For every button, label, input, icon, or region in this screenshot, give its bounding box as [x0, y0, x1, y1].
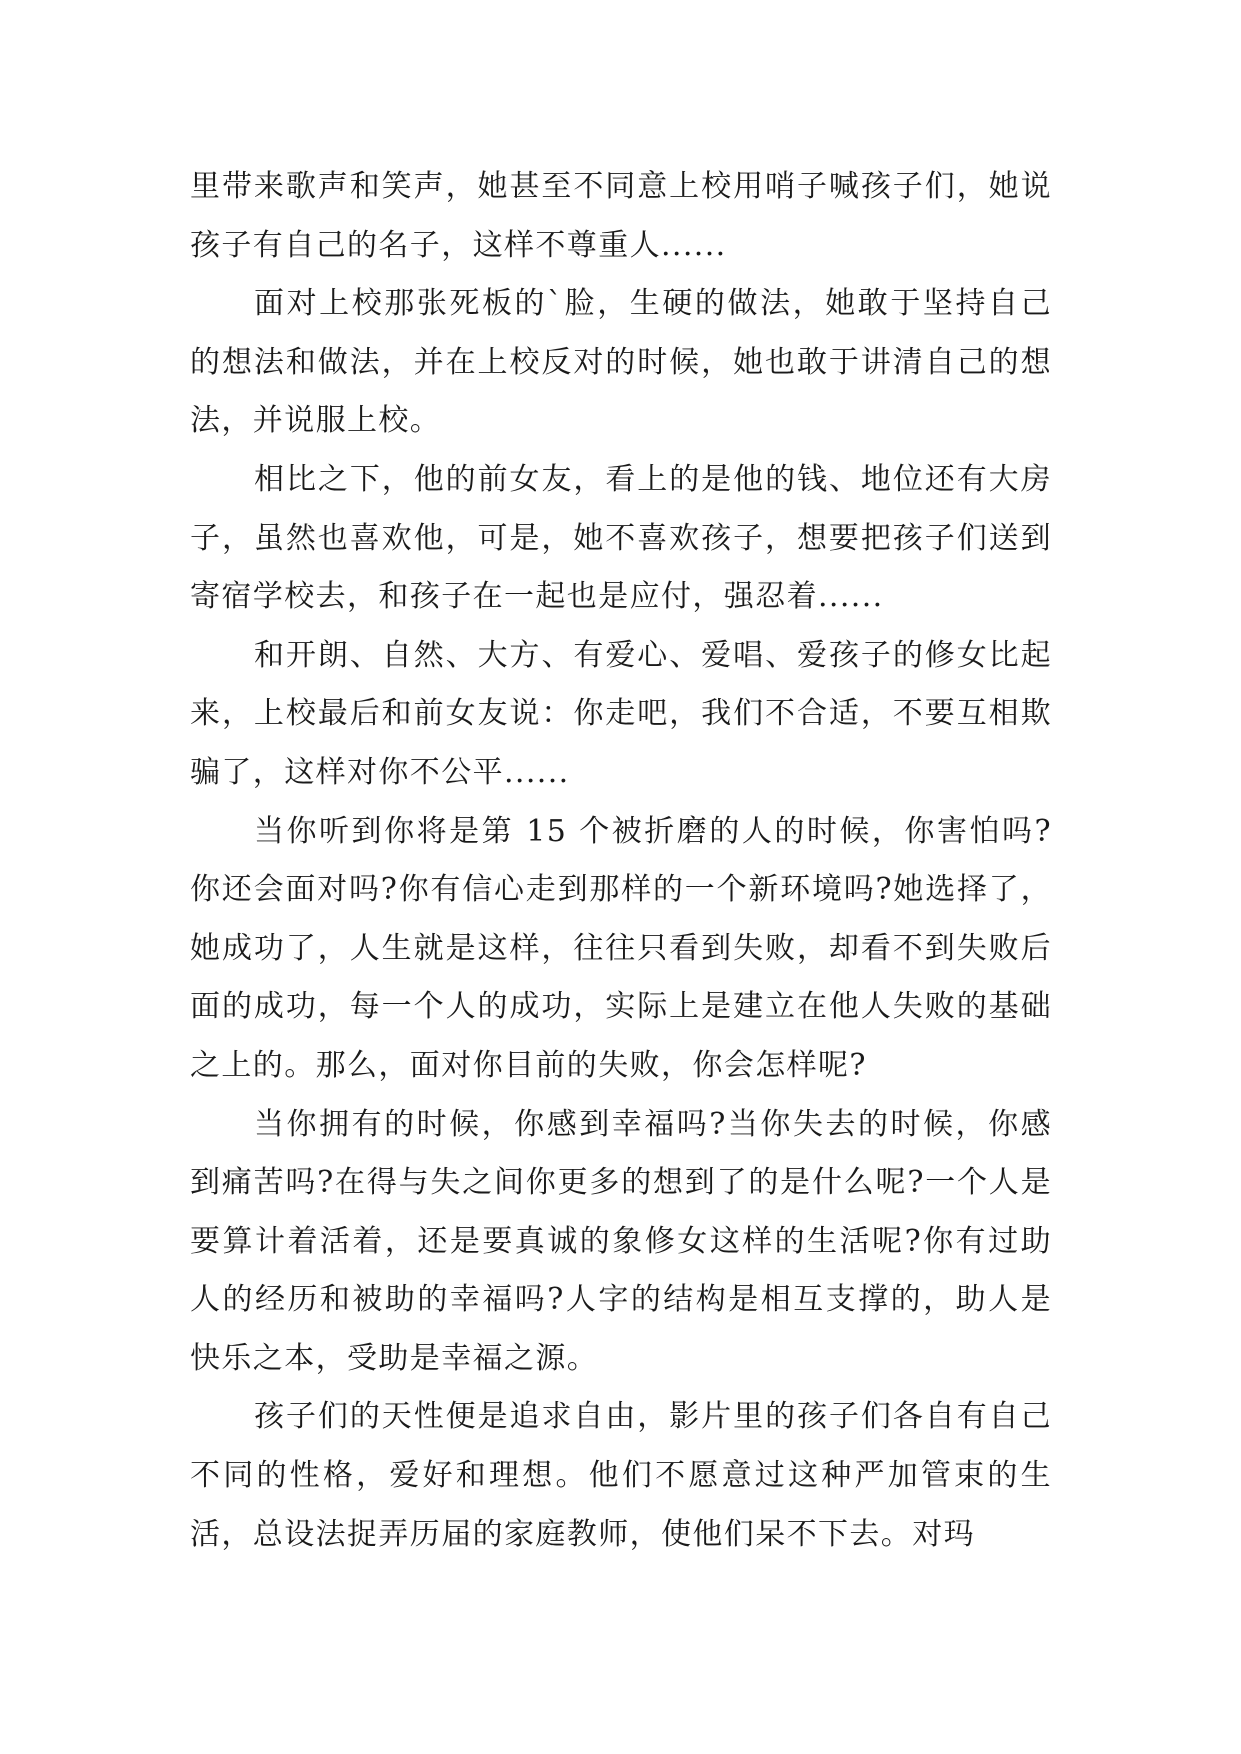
document-body: [190, 158, 1052, 1564]
paragraph-1: 里带来歌声和笑声，她甚至不同意上校用哨子喊孩子们，她说孩子有自己的名子，这样不尊重人......: [190, 169, 1052, 263]
paragraph-6: 当你拥有的时候，你感到幸福吗?当你失去的时候，你感到痛苦吗?在得与失之间你更多的想到了的是什么呢?一个人是要算计着活着，还是要真诚的象修女这样的生活呢?你有过助人的经历和被助的幸福吗?人字的结构是相互支撑的，助人是快乐之本，受助是幸福之源。: [190, 1106, 1052, 1376]
paragraph-2: 面对上校那张死板的`脸，生硬的做法，她敢于坚持自己的想法和做法，并在上校反对的时候，她也敢于讲清自己的想法，并说服上校。: [190, 286, 1052, 439]
paragraph-5: 当你听到你将是第 15 个被折磨的人的时候，你害怕吗?你还会面对吗?你有信心走到那样的一个新环境吗?她选择了，她成功了，人生就是这样，往往只看到失败，却看不到失败后面的成功，每一个人的成功，实际上是建立在他人失败的基础之上的。那么，面对你目前的失败，你会怎样呢?: [190, 813, 1052, 1083]
paragraph-3: 相比之下，他的前女友，看上的是他的钱、地位还有大房子，虽然也喜欢他，可是，她不喜欢孩子，想要把孩子们送到寄宿学校去，和孩子在一起也是应付，强忍着......: [190, 461, 1052, 615]
paragraph-7: 孩子们的天性便是追求自由，影片里的孩子们各自有自己不同的性格，爱好和理想。他们不愿意过这种严加管束的生活，总设法捉弄历届的家庭教师，使他们呆不下去。对玛: [190, 1399, 1052, 1552]
paragraph-4: 和开朗、自然、大方、有爱心、爱唱、爱孩子的修女比起来，上校最后和前女友说：你走吧，我们不合适，不要互相欺骗了，这样对你不公平......: [190, 637, 1052, 790]
